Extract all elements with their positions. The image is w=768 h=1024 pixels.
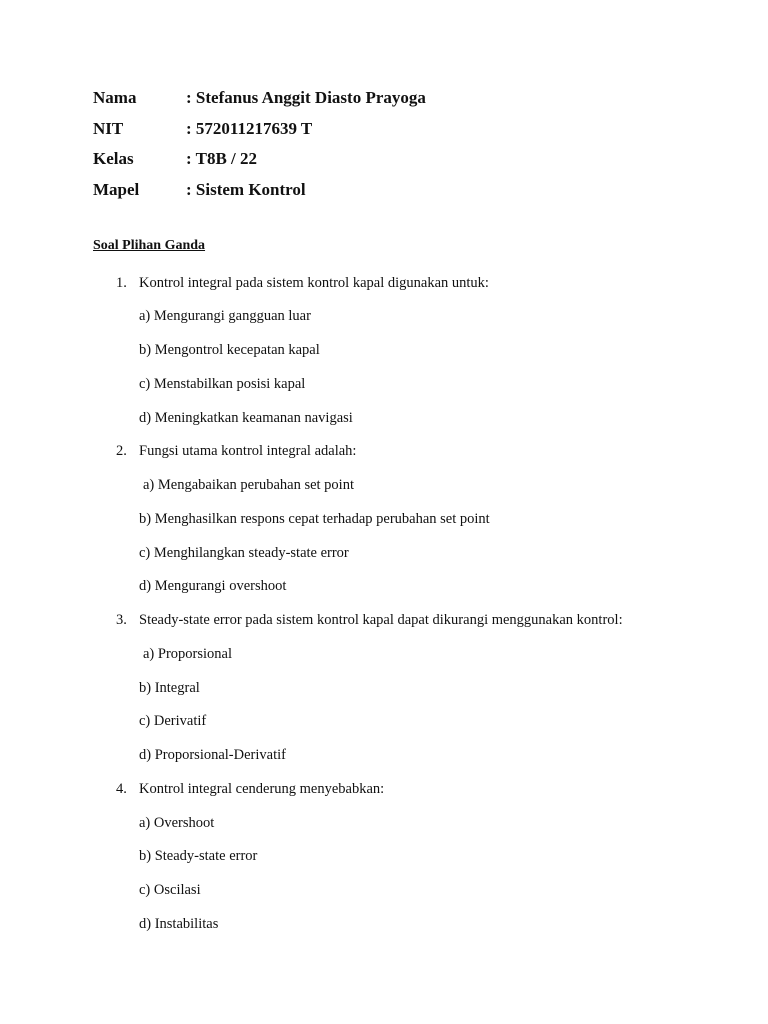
nama-label: Nama <box>93 88 137 107</box>
question-3-option-a: a) Proporsional <box>143 646 232 662</box>
nit-value: : 572011217639 T <box>186 119 313 138</box>
question-2-number: 2. <box>116 443 127 459</box>
header-mapel-row <box>93 180 306 200</box>
section-title: Soal Plihan Ganda <box>93 238 206 253</box>
question-2-option-c: c) Menghilangkan steady-state error <box>139 545 349 561</box>
question-4-option-a: a) Overshoot <box>139 815 215 831</box>
question-1-option-d: d) Meningkatkan keamanan navigasi <box>139 410 353 426</box>
question-4-option-d: d) Instabilitas <box>139 916 219 932</box>
question-4-number: 4. <box>116 781 127 797</box>
mapel-label: Mapel <box>93 180 140 199</box>
header-nama-row <box>93 88 426 108</box>
header-kelas-row <box>93 149 257 169</box>
question-1-option-b: b) Mengontrol kecepatan kapal <box>139 342 320 358</box>
kelas-label: Kelas <box>93 149 134 168</box>
kelas-value: : T8B / 22 <box>186 149 258 168</box>
question-1-option-c: c) Menstabilkan posisi kapal <box>139 376 306 392</box>
question-1-text: Kontrol integral pada sistem kontrol kapal digunakan untuk: <box>139 275 489 291</box>
question-4-option-c: c) Oscilasi <box>139 882 201 898</box>
question-4-option-b: b) Steady-state error <box>139 848 258 864</box>
question-3-option-d: d) Proporsional-Derivatif <box>139 747 286 763</box>
question-3-option-b: b) Integral <box>139 680 200 696</box>
question-4-text: Kontrol integral cenderung menyebabkan: <box>139 781 385 797</box>
header-nit-row <box>93 119 312 139</box>
question-3-number: 3. <box>116 612 127 628</box>
mapel-value: : Sistem Kontrol <box>186 180 306 199</box>
question-1-number: 1. <box>116 275 127 291</box>
question-2-option-b: b) Menghasilkan respons cepat terhadap perubahan set point <box>139 511 490 527</box>
question-1-option-a: a) Mengurangi gangguan luar <box>139 308 311 324</box>
nit-label: NIT <box>93 119 124 138</box>
question-3-text: Steady-state error pada sistem kontrol kapal dapat dikurangi menggunakan kontrol: <box>139 612 623 628</box>
nama-value: : Stefanus Anggit Diasto Prayoga <box>186 88 426 107</box>
question-3-option-c: c) Derivatif <box>139 713 207 729</box>
question-2-option-a: a) Mengabaikan perubahan set point <box>143 477 354 493</box>
question-2-option-d: d) Mengurangi overshoot <box>139 578 287 594</box>
question-2-text: Fungsi utama kontrol integral adalah: <box>139 443 357 459</box>
